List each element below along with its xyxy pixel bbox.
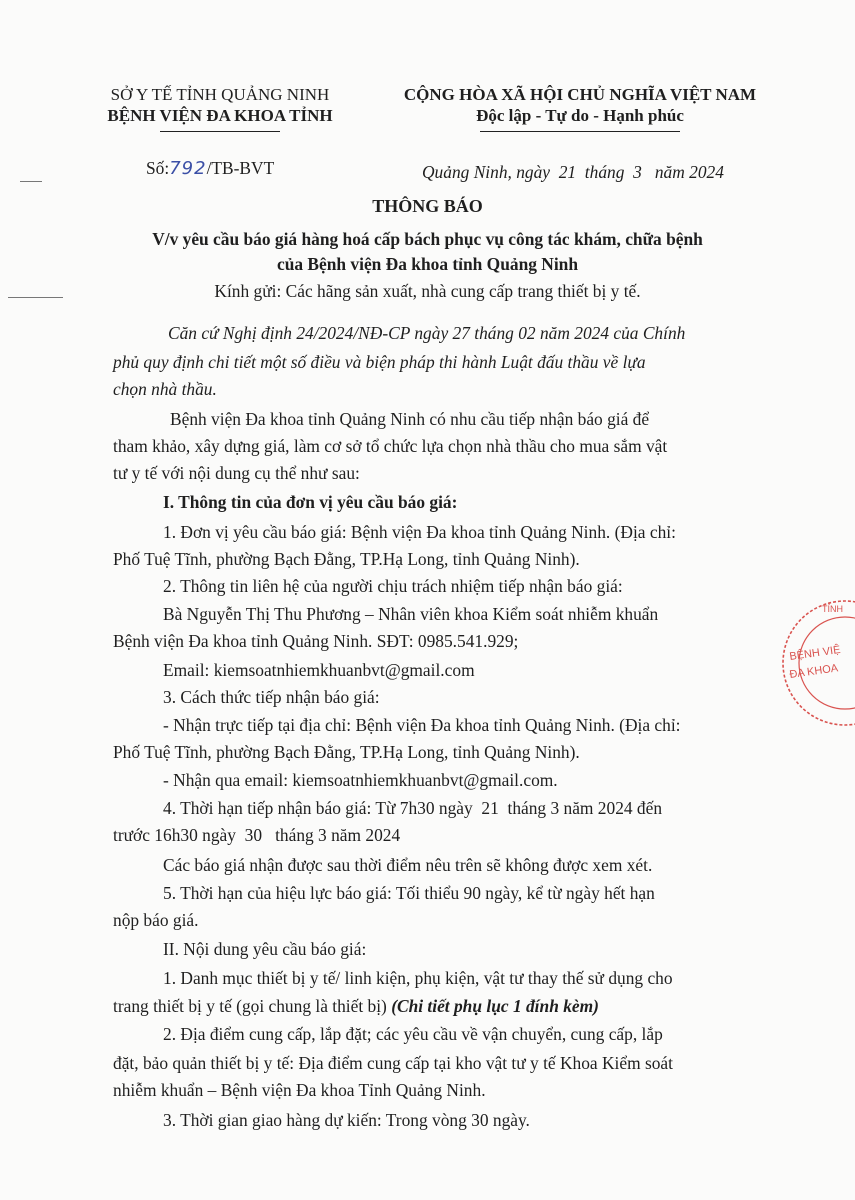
section-2-item: trang thiết bị y tế (gọi chung là thiết bị) (Chi tiết phụ lục 1 đính kèm) <box>113 996 599 1016</box>
hospital-name: BỆNH VIỆN ĐA KHOA TỈNH <box>107 106 333 125</box>
section-1-item: trước 16h30 ngày 30 tháng 3 năm 2024 <box>113 825 401 845</box>
country-name: CỘNG HÒA XÃ HỘI CHỦ NGHĨA VIỆT NAM <box>403 85 757 104</box>
stamp-outer-ring <box>783 601 855 725</box>
intro-line: tư y tế với nội dung cụ thể như sau: <box>113 463 360 483</box>
document-subject-line-2: của Bệnh viện Đa khoa tỉnh Quảng Ninh <box>276 254 579 274</box>
section-1-item: 2. Thông tin liên hệ của người chịu trách nhiệm tiếp nhận báo giá: <box>163 576 623 596</box>
document-number: Số:792/TB-BVT <box>146 158 275 179</box>
header-underline <box>160 131 280 132</box>
section-2-item: 2. Địa điểm cung cấp, lắp đặt; các yêu cầu về vận chuyển, cung cấp, lắp <box>163 1024 663 1044</box>
section-1-item: 1. Đơn vị yêu cầu báo giá: Bệnh viện Đa khoa tỉnh Quảng Ninh. (Địa chỉ: <box>163 522 676 542</box>
section-1-item: 4. Thời hạn tiếp nhận báo giá: Từ 7h30 ngày 21 tháng 3 năm 2024 đến <box>163 798 663 818</box>
section-1-item: - Nhận trực tiếp tại địa chỉ: Bệnh viện Đa khoa tỉnh Quảng Ninh. (Địa chỉ: <box>163 715 681 735</box>
basis-line: phủ quy định chi tiết một số điều và biện pháp thi hành Luật đấu thầu về lựa <box>113 352 646 372</box>
section-2-item: 3. Thời gian giao hàng dự kiến: Trong vòng 30 ngày. <box>163 1110 530 1130</box>
place-date: Quảng Ninh, ngày 21 tháng 3 năm 2024 <box>422 162 724 182</box>
basis-line: chọn nhà thầu. <box>113 379 217 399</box>
motto-underline <box>480 131 680 132</box>
national-motto: Độc lập - Tự do - Hạnh phúc <box>476 106 684 125</box>
section-1-item: nộp báo giá. <box>113 910 199 930</box>
hospital-stamp <box>760 598 855 728</box>
intro-line: tham khảo, xây dựng giá, làm cơ sở tổ chức lựa chọn nhà thầu cho mua sắm vật <box>113 436 668 456</box>
section-1-title: I. Thông tin của đơn vị yêu cầu báo giá: <box>163 492 458 512</box>
department-name: SỞ Y TẾ TỈNH QUẢNG NINH <box>110 85 330 104</box>
section-2-item: đặt, bảo quản thiết bị y tế: Địa điểm cung cấp tại kho vật tư y tế Khoa Kiểm soát <box>113 1053 673 1073</box>
stamp-top-text: TỈNH <box>822 604 843 614</box>
handwritten-number: 792 <box>169 158 207 179</box>
contact-email: Email: kiemsoatnhiemkhuanbvt@gmail.com <box>163 660 475 680</box>
scan-artifact <box>20 181 42 182</box>
intro-line: Bệnh viện Đa khoa tỉnh Quảng Ninh có nhu cầu tiếp nhận báo giá để <box>170 409 650 429</box>
section-1-item: Các báo giá nhận được sau thời điểm nêu trên sẽ không được xem xét. <box>163 855 653 875</box>
appendix-reference: (Chi tiết phụ lục 1 đính kèm) <box>391 996 599 1016</box>
recipients: Kính gửi: Các hãng sản xuất, nhà cung cấp trang thiết bị y tế. <box>214 281 641 301</box>
section-1-item: 3. Cách thức tiếp nhận báo giá: <box>163 687 380 707</box>
document-subject-line-1: V/v yêu cầu báo giá hàng hoá cấp bách phục vụ công tác khám, chữa bệnh <box>152 229 703 249</box>
basis-line: Căn cứ Nghị định 24/2024/NĐ-CP ngày 27 tháng 02 năm 2024 của Chính <box>168 323 686 343</box>
section-2-item: nhiễm khuẩn – Bệnh viện Đa khoa Tỉnh Quảng Ninh. <box>113 1080 486 1100</box>
section-1-item: Bà Nguyễn Thị Thu Phương – Nhân viên khoa Kiểm soát nhiễm khuẩn <box>163 604 659 624</box>
section-2-title: II. Nội dung yêu cầu báo giá: <box>163 939 367 959</box>
section-2-item: 1. Danh mục thiết bị y tế/ linh kiện, phụ kiện, vật tư thay thế sử dụng cho <box>163 968 673 988</box>
section-1-item: Bệnh viện Đa khoa tỉnh Quảng Ninh. SĐT: 0985.541.929; <box>113 631 519 651</box>
section-1-item: Phố Tuệ Tĩnh, phường Bạch Đằng, TP.Hạ Long, tỉnh Quảng Ninh). <box>113 742 580 762</box>
section-1-item: - Nhận qua email: kiemsoatnhiemkhuanbvt@gmail.com. <box>163 770 558 790</box>
section-1-item: Phố Tuệ Tĩnh, phường Bạch Đằng, TP.Hạ Long, tỉnh Quảng Ninh). <box>113 549 580 569</box>
section-1-item: 5. Thời hạn của hiệu lực báo giá: Tối thiểu 90 ngày, kể từ ngày hết hạn <box>163 883 655 903</box>
stamp-line-2: ĐA KHOA <box>788 662 839 681</box>
stamp-line-1: BỆNH VIỆ <box>788 643 842 663</box>
document-title: THÔNG BÁO <box>372 196 483 216</box>
